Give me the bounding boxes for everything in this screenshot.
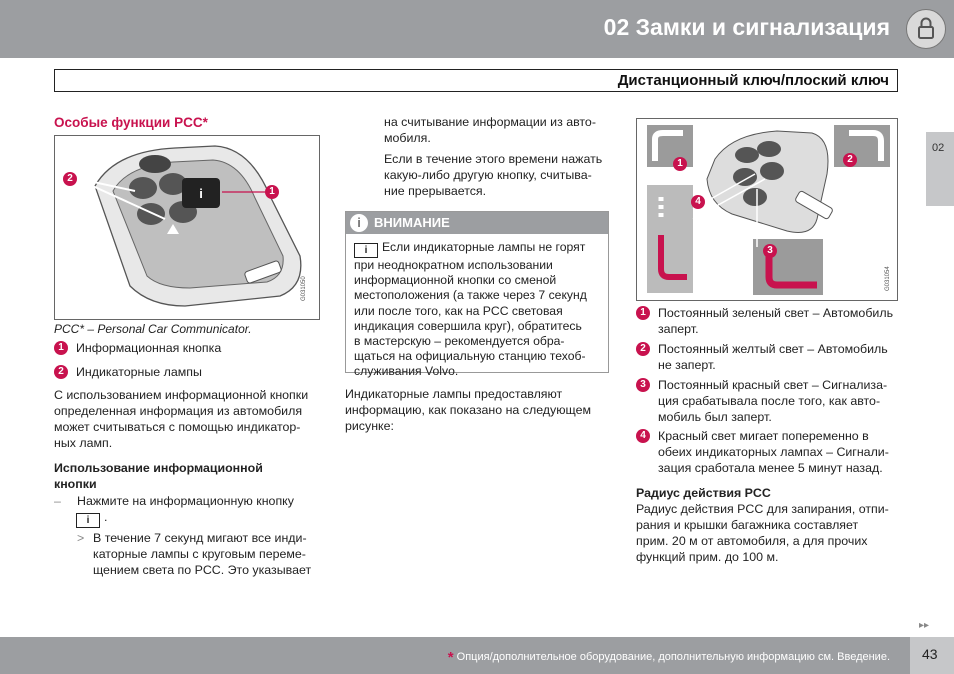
item-number: 2 (636, 342, 650, 356)
figure-code: G031054 (885, 266, 891, 291)
chapter-side-tab[interactable] (926, 132, 954, 206)
warning-title: ВНИМАНИЕ (374, 215, 450, 230)
result-arrow: > (77, 531, 85, 545)
pcc-key-illustration (55, 136, 319, 319)
step-icon-row: i . (76, 509, 107, 528)
step-row (54, 493, 61, 509)
item-number: 1 (54, 341, 68, 355)
usage-subheading: Использование информационной кнопки (54, 461, 263, 491)
callout-1: 1 (673, 157, 687, 171)
callout-4: 4 (691, 195, 705, 209)
item-text: Индикаторные лампы (76, 365, 202, 379)
list-item (636, 341, 888, 373)
continued-paragraph: на считывание информации из авто- мобиля. (384, 115, 596, 145)
warning-text: i Если индикаторные лампы не горят при неоднократном использовании информационной кнопки со сменой местоположения (а также через 7 секунд или после того, как на PCC световая индикация совершила круг), обратитесь в мастерскую – рекомендуется обра- щаться на официальную станцию техоб- служивания Volvo. (354, 240, 587, 379)
item-text: Постоянный желтый свет – Автомобиль не заперт. (658, 342, 888, 372)
item-number: 1 (636, 306, 650, 320)
step-dash: – (54, 494, 61, 508)
page-header (0, 0, 954, 58)
pcc-heading: Особые функции PCC* (54, 115, 208, 130)
list-item (54, 364, 202, 380)
lock-icon (906, 9, 946, 49)
item-number: 2 (54, 365, 68, 379)
indicator-figure (636, 118, 898, 301)
step-text: Нажмите на информационную кнопку (77, 494, 294, 508)
intro-paragraph: С использованием информационной кнопки определенная информация из автомобиля может считываться с помощью индикатор- ных ламп. (54, 388, 309, 450)
list-item (636, 428, 889, 476)
svg-text:i: i (199, 186, 203, 201)
item-number: 4 (636, 429, 650, 443)
page-number-box (910, 637, 954, 674)
list-item (636, 377, 887, 425)
footnote: * Опция/дополнительное оборудование, дополнительную информацию см. Введение. (447, 649, 890, 666)
item-text: Информационная кнопка (76, 341, 222, 355)
warning-box (345, 211, 609, 379)
list-item (54, 340, 221, 356)
range-subheading: Радиус действия PCC (636, 486, 771, 500)
callout-1: 1 (265, 185, 279, 199)
item-text: Красный свет мигает попеременно в обеих индикаторных лампах – Сигнали- зация сработала менее 5 минут назад. (658, 429, 889, 475)
info-button-icon: i (354, 243, 378, 258)
side-tab-label: 02 (932, 142, 945, 154)
section-title: Дистанционный ключ/плоский ключ (617, 72, 889, 89)
callout-2: 2 (843, 153, 857, 167)
callout-3: 3 (763, 244, 777, 258)
figure-caption: PCC* – Personal Car Communicator. (54, 322, 252, 336)
indicator-illustration (637, 119, 897, 300)
callout-2: 2 (63, 172, 77, 186)
info-button-icon: i (76, 513, 100, 528)
range-paragraph: Радиус действия PCC для запирания, отпи- рания и крышки багажника составляет прим. 20 м от автомобиля, а для прочих функций прим. до 100 м. (636, 502, 889, 564)
pcc-figure (54, 135, 320, 320)
indicator-paragraph: Индикаторные лампы предоставляют информацию, как показано на следующем рисунке: (345, 387, 591, 433)
warning-header (346, 212, 608, 234)
item-text: Постоянный красный свет – Сигнализа- ция срабатывала после того, как авто- мобиль был заперт. (658, 378, 888, 424)
interrupt-paragraph: Если в течение этого времени нажать какую-либо другую кнопку, считыва- ние прерывается. (384, 152, 603, 198)
result-text: В течение 7 секунд мигают все инди- каторные лампы с круговым переме- щением света по PCC. Это указывает (93, 531, 312, 577)
chapter-title: 02 Замки и сигнализация (603, 14, 890, 40)
list-item (636, 305, 893, 337)
next-page-icon[interactable]: ▸▸ (919, 620, 930, 631)
page-footer (0, 637, 954, 674)
page-number: 43 (922, 646, 938, 662)
section-title-bar (54, 69, 898, 92)
info-icon: i (350, 214, 368, 232)
item-number: 3 (636, 378, 650, 392)
item-text: Постоянный зеленый свет – Автомобиль заперт. (658, 306, 894, 336)
figure-code: G031050 (301, 276, 307, 301)
